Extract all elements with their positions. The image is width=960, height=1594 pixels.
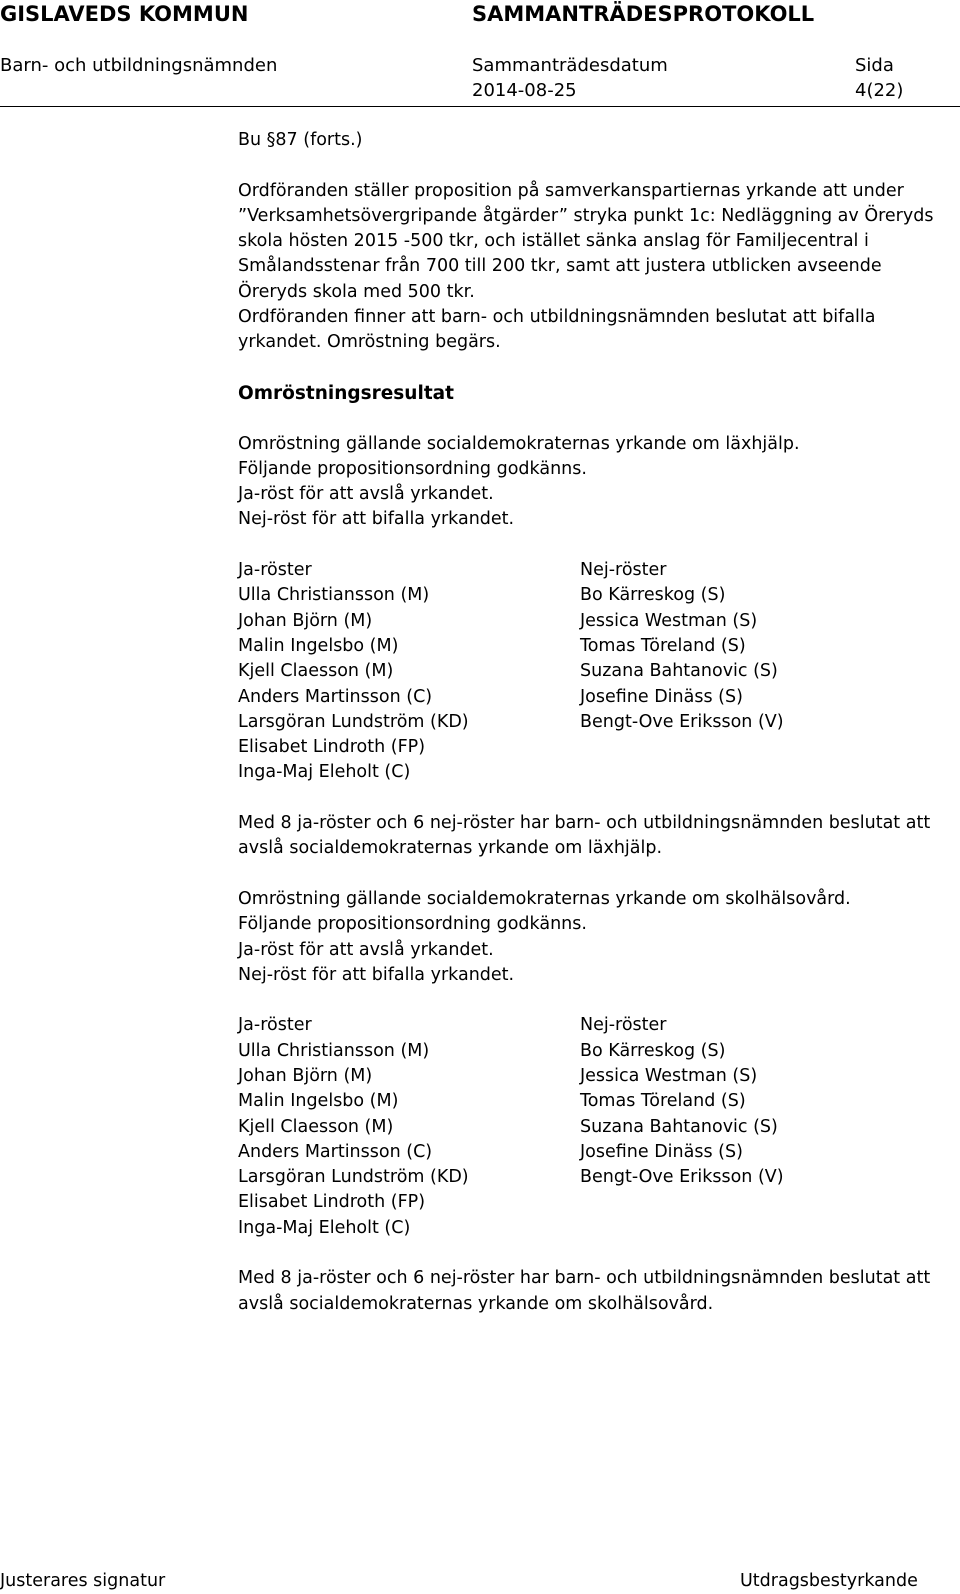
ja-voter: Ulla Christiansson (M) bbox=[238, 1040, 430, 1061]
ja-voter: Johan Björn (M) bbox=[238, 610, 373, 631]
nej-voter: Suzana Bahtanovic (S) bbox=[580, 661, 778, 682]
nej-votes-column bbox=[580, 558, 784, 735]
vote-2-result bbox=[238, 1266, 950, 1317]
nej-voter: Josefine Dinäss (S) bbox=[580, 686, 743, 707]
text-line: Följande propositionsordning godkänns. bbox=[238, 914, 587, 935]
ja-voter: Kjell Claesson (M) bbox=[238, 661, 394, 682]
section-reference: Bu §87 (forts.) bbox=[238, 130, 363, 150]
nej-voter: Tomas Töreland (S) bbox=[580, 635, 746, 656]
intro-paragraph bbox=[238, 179, 950, 356]
vote-1-tally bbox=[238, 558, 950, 786]
ja-voter: Inga-Maj Eleholt (C) bbox=[238, 762, 411, 783]
meeting-date: 2014-08-25 bbox=[472, 80, 577, 101]
ja-voter: Larsgöran Lundström (KD) bbox=[238, 711, 469, 732]
vote-1-result bbox=[238, 811, 950, 862]
nej-voter: Bo Kärreskog (S) bbox=[580, 1040, 726, 1061]
protocol-body bbox=[238, 128, 950, 1317]
ja-voter: Elisabet Lindroth (FP) bbox=[238, 1192, 426, 1213]
ja-voter: Kjell Claesson (M) bbox=[238, 1116, 394, 1137]
ja-voter: Anders Martinsson (C) bbox=[238, 686, 433, 707]
text-line: Smålandsstenar från 700 till 200 tkr, samt att justera utblicken avseende bbox=[238, 256, 882, 277]
nej-voter: Tomas Töreland (S) bbox=[580, 1091, 746, 1112]
header-divider bbox=[0, 106, 960, 107]
ja-voter: Johan Björn (M) bbox=[238, 1066, 373, 1086]
extract-certification-label: Utdragsbestyrkande bbox=[740, 1571, 918, 1591]
text-line: avslå socialdemokraternas yrkande om läxhjälp. bbox=[238, 838, 663, 859]
nej-voter: Bo Kärreskog (S) bbox=[580, 585, 726, 606]
text-line: yrkandet. Omröstning begärs. bbox=[238, 332, 501, 353]
text-line: Nej-röst för att bifalla yrkandet. bbox=[238, 509, 515, 530]
ja-votes-column bbox=[238, 558, 469, 786]
ja-voter: Malin Ingelsbo (M) bbox=[238, 635, 399, 656]
ja-voter: Malin Ingelsbo (M) bbox=[238, 1091, 399, 1112]
text-line: Med 8 ja-röster och 6 nej-röster har barn- och utbildningsnämnden beslutat att bbox=[238, 813, 931, 834]
nej-voter: Jessica Westman (S) bbox=[580, 1066, 758, 1086]
nej-voter: Bengt-Ove Eriksson (V) bbox=[580, 1167, 784, 1188]
committee-name: Barn- och utbildningsnämnden bbox=[0, 55, 278, 76]
nej-voter: Suzana Bahtanovic (S) bbox=[580, 1116, 778, 1137]
vote-2-intro bbox=[238, 887, 950, 988]
section-heading: Omröstningsresultat bbox=[238, 382, 454, 404]
text-line: Ordföranden finner att barn- och utbildningsnämnden beslutat att bifalla bbox=[238, 307, 876, 328]
text-line: skola hösten 2015 -500 tkr, och istället sänka anslag för Familjecentral i bbox=[238, 231, 869, 252]
signature-label: Justerares signatur bbox=[0, 1571, 166, 1591]
text-line: Omröstning gällande socialdemokraternas yrkande om läxhjälp. bbox=[238, 433, 800, 454]
nej-voter: Bengt-Ove Eriksson (V) bbox=[580, 711, 784, 732]
text-line: Följande propositionsordning godkänns. bbox=[238, 458, 587, 479]
ja-voter: Larsgöran Lundström (KD) bbox=[238, 1167, 469, 1188]
text-line: Ja-röst för att avslå yrkandet. bbox=[238, 939, 494, 960]
text-line: Omröstning gällande socialdemokraternas yrkande om skolhälsovård. bbox=[238, 888, 851, 909]
ja-votes-label: Ja-röster bbox=[238, 560, 312, 581]
vote-2-tally bbox=[238, 1013, 950, 1241]
ja-votes-column bbox=[238, 1013, 469, 1241]
text-line: Öreryds skola med 500 tkr. bbox=[238, 281, 475, 302]
text-line: Med 8 ja-röster och 6 nej-röster har barn- och utbildningsnämnden beslutat att bbox=[238, 1268, 931, 1289]
meeting-date-label: Sammanträdesdatum bbox=[472, 55, 668, 76]
document-type: SAMMANTRÄDESPROTOKOLL bbox=[472, 2, 815, 26]
ja-voter: Anders Martinsson (C) bbox=[238, 1141, 433, 1162]
page-label: Sida bbox=[855, 55, 894, 76]
nej-votes-label: Nej-röster bbox=[580, 560, 667, 581]
nej-voter: Jessica Westman (S) bbox=[580, 610, 758, 631]
ja-voter: Ulla Christiansson (M) bbox=[238, 585, 430, 606]
vote-1-intro bbox=[238, 432, 950, 533]
ja-votes-label: Ja-röster bbox=[238, 1015, 312, 1036]
nej-voter: Josefine Dinäss (S) bbox=[580, 1141, 743, 1162]
text-line: avslå socialdemokraternas yrkande om skolhälsovård. bbox=[238, 1293, 714, 1314]
nej-votes-label: Nej-röster bbox=[580, 1015, 667, 1036]
nej-votes-column bbox=[580, 1013, 784, 1190]
ja-voter: Elisabet Lindroth (FP) bbox=[238, 737, 426, 758]
page-number: 4(22) bbox=[855, 80, 904, 101]
text-line: Nej-röst för att bifalla yrkandet. bbox=[238, 964, 515, 985]
municipality-name: GISLAVEDS KOMMUN bbox=[0, 2, 249, 26]
text-line: ”Verksamhetsövergripande åtgärder” stryka punkt 1c: Nedläggning av Öreryds bbox=[238, 205, 934, 226]
text-line: Ordföranden ställer proposition på samverkanspartiernas yrkande att under bbox=[238, 180, 904, 201]
ja-voter: Inga-Maj Eleholt (C) bbox=[238, 1217, 411, 1238]
text-line: Ja-röst för att avslå yrkandet. bbox=[238, 484, 494, 505]
